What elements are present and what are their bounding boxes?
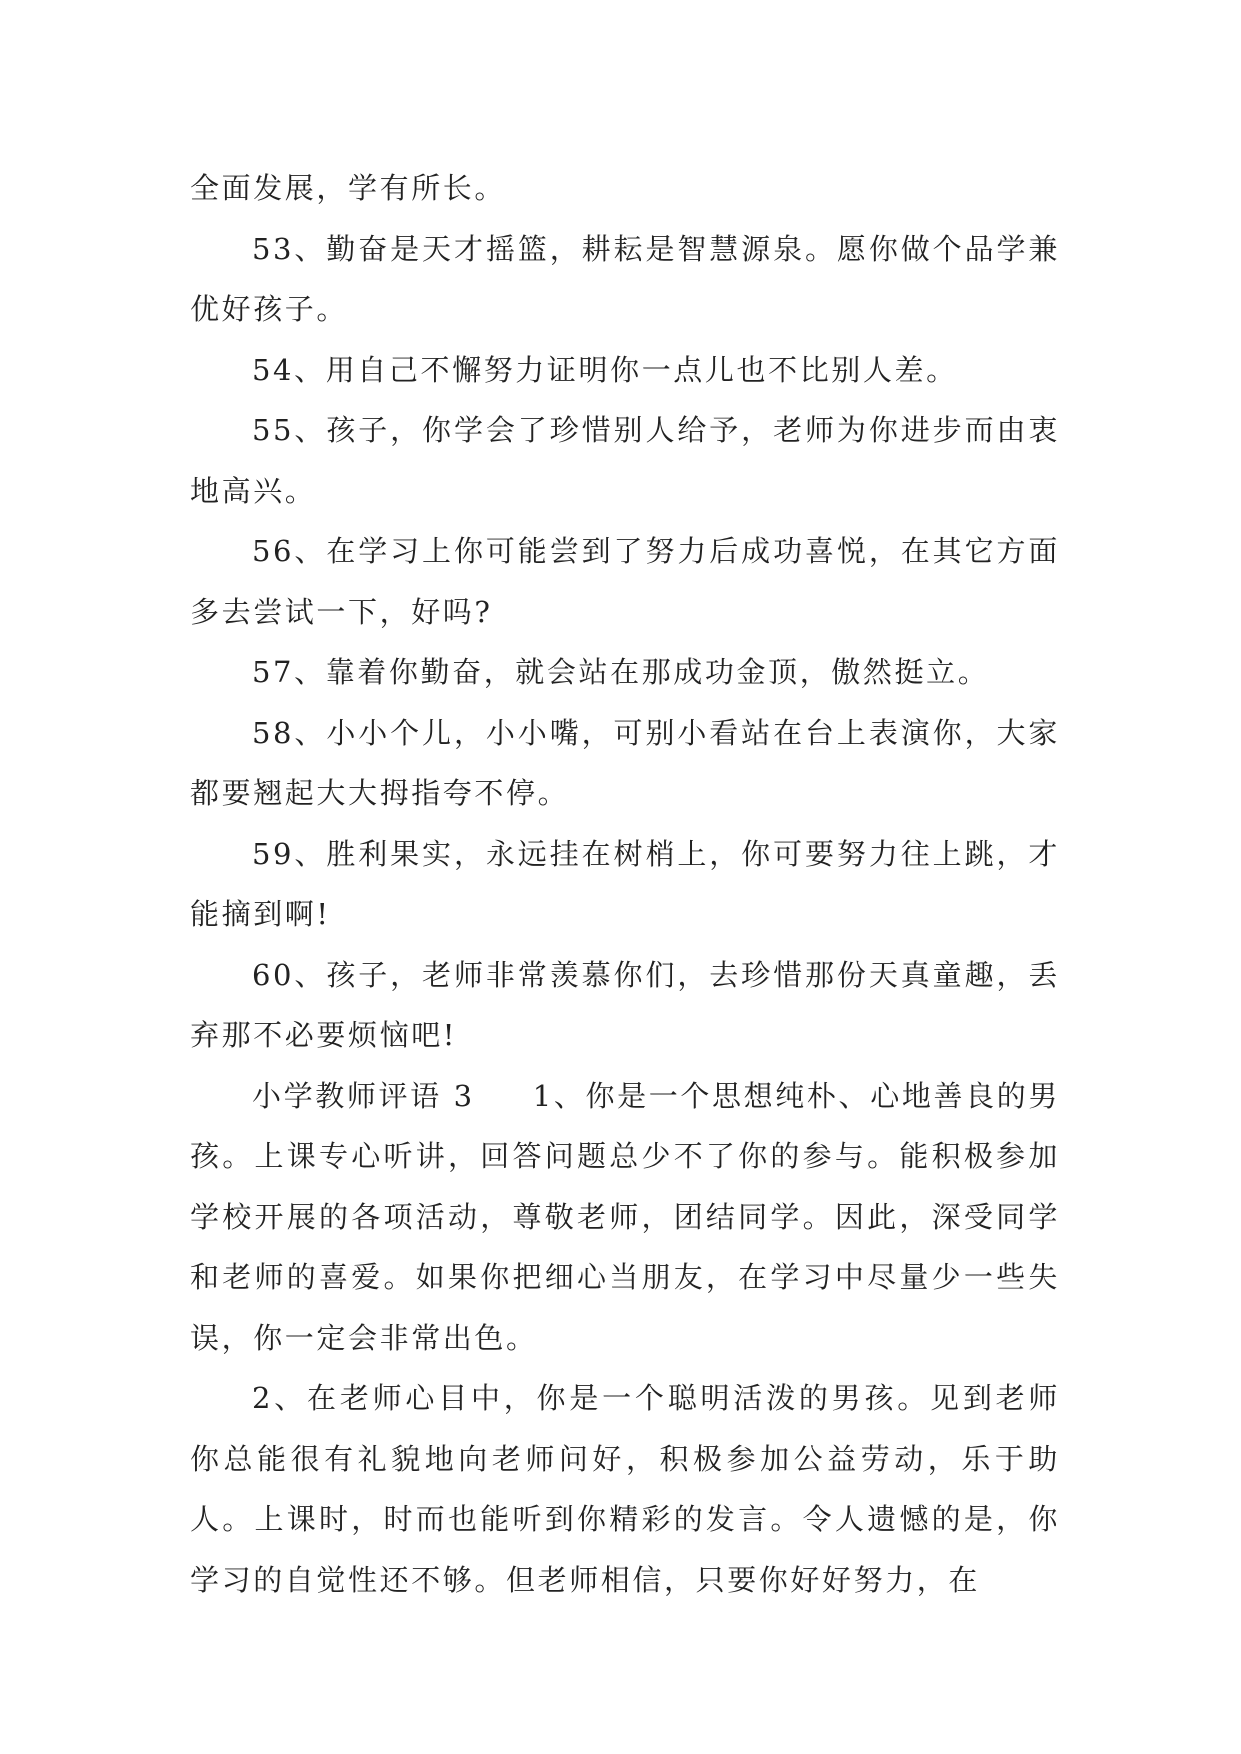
section-first-item: 1、你是一个思想纯朴、心地善良的男孩。上课专心听讲，回答问题总少不了你的参与。能积极参加学校开展的各项活动，尊敬老师，团结同学。因此，深受同学和老师的喜爱。如果你把细心当朋友，在学习中尽量少一些失误，你一定会非常出色。 [190,1078,1060,1355]
paragraph-continuation: 全面发展，学有所长。 [190,171,507,205]
section-heading: 小学教师评语 3 [252,1078,475,1113]
paragraph-comment-55: 55、孩子，你学会了珍惜别人给予，老师为你进步而由衷地高兴。 [190,413,1060,508]
paragraph-comment-56: 56、在学习上你可能尝到了努力后成功喜悦，在其它方面多去尝试一下，好吗? [190,534,1060,629]
paragraph-comment-60: 60、孩子，老师非常羡慕你们，去珍惜那份天真童趣，丢弃那不必要烦恼吧! [190,957,1060,1052]
paragraph-item-2: 2、在老师心目中，你是一个聪明活泼的男孩。见到老师你总能很有礼貌地向老师问好，积极参加公益劳动，乐于助人。上课时，时而也能听到你精彩的发言。令人遗憾的是，你学习的自觉性还不够。但老师相信，只要你好好努力，在 [190,1381,1060,1597]
document-body [190,158,1060,1610]
paragraph-comment-54: 54、用自己不懈努力证明你一点儿也不比别人差。 [252,352,958,387]
paragraph-comment-57: 57、靠着你勤奋，就会站在那成功金顶，傲然挺立。 [252,655,990,689]
paragraph-comment-58: 58、小小个儿，小小嘴，可别小看站在台上表演你，大家都要翘起大大拇指夸不停。 [190,715,1060,810]
paragraph-comment-53: 53、勤奋是天才摇篮，耕耘是智慧源泉。愿你做个品学兼优好孩子。 [190,231,1060,326]
section-paragraph [190,1066,1060,1369]
paragraph-comment-59: 59、胜利果实，永远挂在树梢上，你可要努力往上跳，才能摘到啊! [190,836,1060,931]
